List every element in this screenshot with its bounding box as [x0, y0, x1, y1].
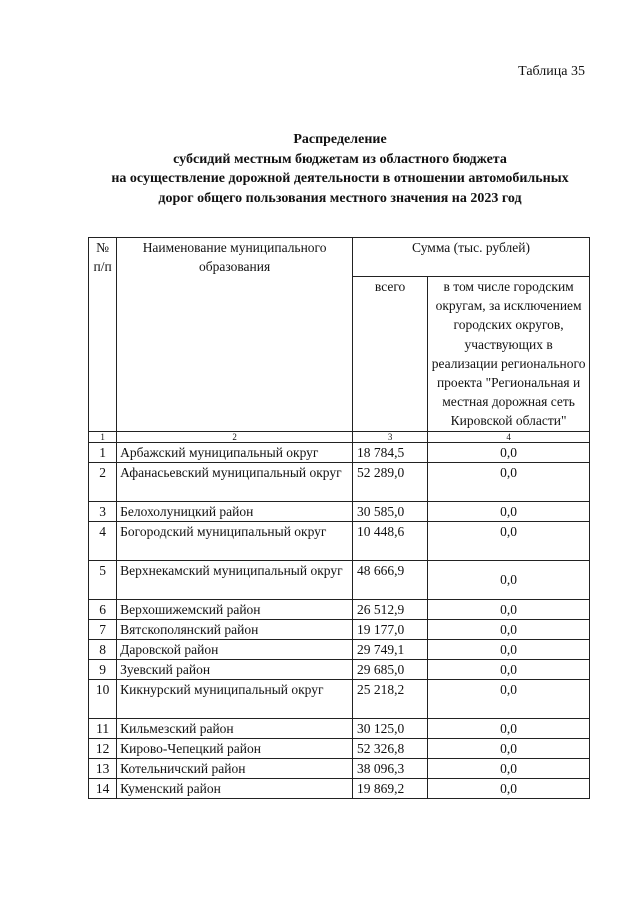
- row-number: 7: [89, 619, 117, 639]
- municipality-name: Верхнекамский муниципальный округ: [117, 560, 353, 599]
- table-row: [89, 738, 590, 758]
- local-amount: 0,0: [428, 442, 590, 462]
- local-amount: 0,0: [428, 758, 590, 778]
- municipality-name: Зуевский район: [117, 659, 353, 679]
- total-amount: 52 289,0: [353, 462, 428, 501]
- table-row: [89, 758, 590, 778]
- municipality-name: Афанасьевский муниципальный округ: [117, 462, 353, 501]
- table-row: [89, 639, 590, 659]
- local-amount: 0,0: [428, 738, 590, 758]
- row-number: 3: [89, 501, 117, 521]
- local-amount: 0,0: [428, 778, 590, 798]
- local-amount: 0,0: [428, 560, 590, 599]
- municipality-name: Богородский муниципальный округ: [117, 521, 353, 560]
- table-row: [89, 462, 590, 501]
- table-row: [89, 619, 590, 639]
- municipality-name: Верхошижемский район: [117, 599, 353, 619]
- municipality-name: Кильмезский район: [117, 718, 353, 738]
- table-row: [89, 599, 590, 619]
- table-body: [89, 442, 590, 798]
- local-amount: 0,0: [428, 619, 590, 639]
- total-amount: 48 666,9: [353, 560, 428, 599]
- header-name: Наименование муниципального образования: [117, 238, 353, 432]
- total-amount: 30 585,0: [353, 501, 428, 521]
- title-line: на осуществление дорожной деятельности в отношении автомобильных: [111, 171, 569, 186]
- row-number: 13: [89, 758, 117, 778]
- row-number: 12: [89, 738, 117, 758]
- column-number: 2: [117, 431, 353, 442]
- local-amount: 0,0: [428, 521, 590, 560]
- municipality-name: Котельничский район: [117, 758, 353, 778]
- municipality-name: Куменский район: [117, 778, 353, 798]
- table-row: [89, 442, 590, 462]
- row-number: 6: [89, 599, 117, 619]
- local-amount: 0,0: [428, 659, 590, 679]
- header-total: всего: [353, 277, 428, 432]
- total-amount: 19 177,0: [353, 619, 428, 639]
- local-amount: 0,0: [428, 462, 590, 501]
- local-amount: 0,0: [428, 679, 590, 718]
- table-row: [89, 659, 590, 679]
- table-row: [89, 718, 590, 738]
- row-number: 2: [89, 462, 117, 501]
- row-number: 4: [89, 521, 117, 560]
- municipality-name: Кирово-Чепецкий район: [117, 738, 353, 758]
- local-amount: 0,0: [428, 718, 590, 738]
- title-line: Распределение: [293, 132, 387, 147]
- total-amount: 52 326,8: [353, 738, 428, 758]
- row-number: 9: [89, 659, 117, 679]
- total-amount: 25 218,2: [353, 679, 428, 718]
- row-number: 14: [89, 778, 117, 798]
- row-number: 1: [89, 442, 117, 462]
- municipality-name: Белохолуницкий район: [117, 501, 353, 521]
- column-number: 1: [89, 431, 117, 442]
- column-number: 3: [353, 431, 428, 442]
- total-amount: 38 096,3: [353, 758, 428, 778]
- row-number: 8: [89, 639, 117, 659]
- document-title: [40, 130, 640, 208]
- local-amount: 0,0: [428, 639, 590, 659]
- table-row: [89, 521, 590, 560]
- table-row: [89, 778, 590, 798]
- table-row: [89, 679, 590, 718]
- total-amount: 19 869,2: [353, 778, 428, 798]
- title-line: дорог общего пользования местного значения на 2023 год: [158, 190, 522, 206]
- total-amount: 10 448,6: [353, 521, 428, 560]
- subsidy-distribution-table: [88, 237, 590, 799]
- column-number: 4: [428, 431, 590, 442]
- total-amount: 29 749,1: [353, 639, 428, 659]
- local-amount: 0,0: [428, 599, 590, 619]
- table-row: [89, 501, 590, 521]
- title-line: субсидий местным бюджетам из областного бюджета: [173, 151, 507, 167]
- header-sum: Сумма (тыс. рублей): [353, 238, 590, 277]
- total-amount: 26 512,9: [353, 599, 428, 619]
- row-number: 5: [89, 560, 117, 599]
- row-number: 10: [89, 679, 117, 718]
- header-local: в том числе городским округам, за исключением городских округов, участвующих в реализации регионального проекта "Региональная и местная дорожная сеть Кировской области": [428, 277, 590, 432]
- table-number-label: Таблица 35: [518, 64, 585, 79]
- municipality-name: Вятскополянский район: [117, 619, 353, 639]
- total-amount: 30 125,0: [353, 718, 428, 738]
- table-row: [89, 560, 590, 599]
- local-amount: 0,0: [428, 501, 590, 521]
- municipality-name: Арбажский муниципальный округ: [117, 442, 353, 462]
- header-num: № п/п: [89, 238, 117, 432]
- municipality-name: Даровской район: [117, 639, 353, 659]
- row-number: 11: [89, 718, 117, 738]
- total-amount: 18 784,5: [353, 442, 428, 462]
- total-amount: 29 685,0: [353, 659, 428, 679]
- municipality-name: Кикнурский муниципальный округ: [117, 679, 353, 718]
